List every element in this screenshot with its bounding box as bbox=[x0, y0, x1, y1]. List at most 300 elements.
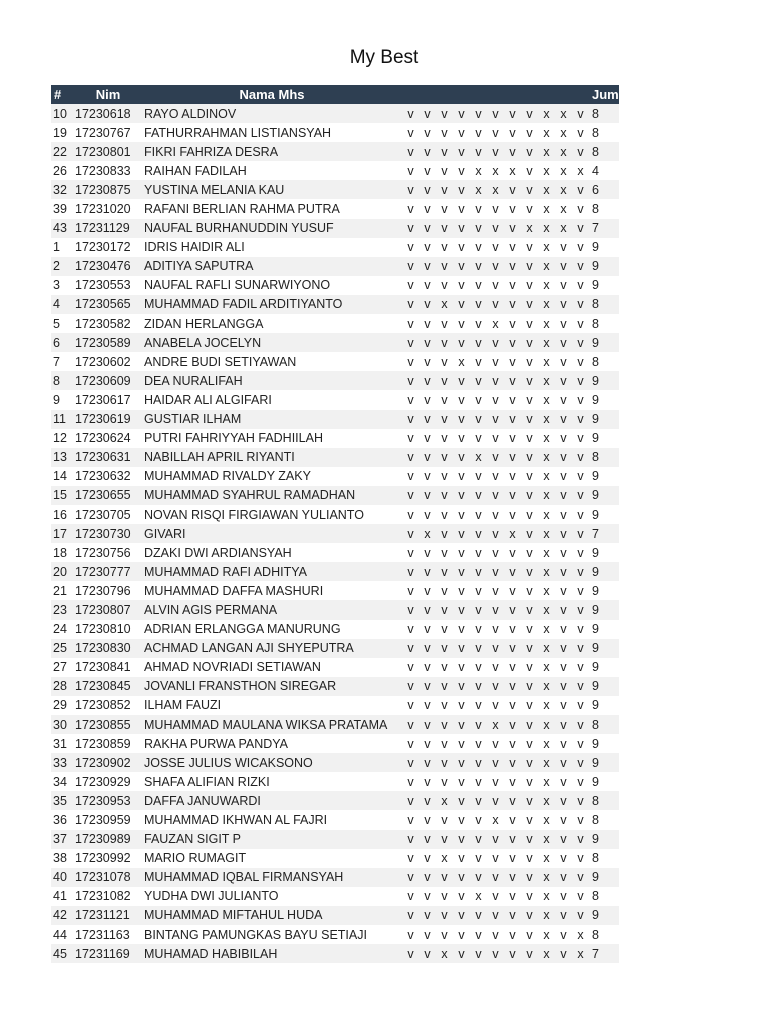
row-mark: v bbox=[526, 755, 533, 770]
row-mark: v bbox=[492, 793, 499, 808]
row-mark: v bbox=[475, 106, 482, 121]
row-nama: JOSSE JULIUS WICAKSONO bbox=[144, 755, 313, 770]
row-mark: v bbox=[526, 622, 533, 637]
row-mark: v bbox=[509, 507, 516, 522]
row-mark: v bbox=[424, 679, 431, 694]
row-nim: 17230959 bbox=[75, 813, 131, 828]
row-mark: v bbox=[424, 908, 431, 923]
row-number: 25 bbox=[53, 641, 67, 656]
row-mark: v bbox=[424, 870, 431, 885]
row-mark: v bbox=[509, 373, 516, 388]
row-nama: JOVANLI FRANSTHON SIREGAR bbox=[144, 679, 337, 694]
row-mark: v bbox=[509, 182, 516, 197]
row-mark: v bbox=[475, 412, 482, 427]
row-mark: v bbox=[441, 316, 448, 331]
row-mark: x bbox=[492, 163, 499, 178]
row-nama: MUHAMMAD IQBAL FIRMANSYAH bbox=[144, 870, 344, 885]
row-mark: x bbox=[543, 507, 550, 522]
row-mark: v bbox=[560, 373, 567, 388]
row-number: 21 bbox=[53, 583, 67, 598]
row-mark: v bbox=[424, 240, 431, 255]
row-mark: x bbox=[577, 163, 584, 178]
row-mark: v bbox=[492, 583, 499, 598]
table-row bbox=[51, 830, 619, 849]
row-mark: v bbox=[526, 412, 533, 427]
row-mark: v bbox=[424, 755, 431, 770]
row-mark: x bbox=[492, 182, 499, 197]
row-mark: v bbox=[424, 182, 431, 197]
row-mark: v bbox=[475, 946, 482, 961]
row-mark: x bbox=[492, 813, 499, 828]
row-number: 19 bbox=[53, 125, 67, 140]
row-mark: v bbox=[441, 736, 448, 751]
row-mark: v bbox=[407, 144, 414, 159]
row-mark: v bbox=[526, 144, 533, 159]
row-mark: v bbox=[407, 583, 414, 598]
row-nama: ADITIYA SAPUTRA bbox=[144, 259, 254, 274]
row-mark: v bbox=[492, 450, 499, 465]
row-mark: v bbox=[407, 526, 414, 541]
row-jumlah: 9 bbox=[592, 488, 599, 503]
row-mark: v bbox=[441, 908, 448, 923]
row-mark: v bbox=[492, 259, 499, 274]
row-mark: v bbox=[526, 602, 533, 617]
row-mark: x bbox=[543, 564, 550, 579]
row-jumlah: 8 bbox=[592, 202, 599, 217]
row-mark: v bbox=[577, 564, 584, 579]
row-nama: ACHMAD LANGAN AJI SHYEPUTRA bbox=[144, 641, 354, 656]
row-mark: v bbox=[407, 412, 414, 427]
row-mark: v bbox=[424, 851, 431, 866]
row-mark: v bbox=[526, 564, 533, 579]
row-mark: x bbox=[543, 774, 550, 789]
row-nim: 17230617 bbox=[75, 392, 131, 407]
row-mark: v bbox=[492, 774, 499, 789]
row-mark: v bbox=[441, 545, 448, 560]
row-mark: v bbox=[492, 221, 499, 236]
row-mark: v bbox=[407, 889, 414, 904]
row-mark: v bbox=[458, 602, 465, 617]
table-row bbox=[51, 868, 619, 887]
row-nim: 17230810 bbox=[75, 622, 131, 637]
table-row bbox=[51, 276, 619, 295]
table-row bbox=[51, 715, 619, 734]
row-mark: x bbox=[560, 182, 567, 197]
row-mark: v bbox=[458, 793, 465, 808]
row-mark: v bbox=[526, 889, 533, 904]
row-mark: v bbox=[424, 316, 431, 331]
row-mark: v bbox=[475, 908, 482, 923]
row-number: 9 bbox=[53, 392, 60, 407]
row-mark: v bbox=[458, 412, 465, 427]
row-mark: v bbox=[509, 774, 516, 789]
table-row bbox=[51, 620, 619, 639]
row-number: 18 bbox=[53, 545, 67, 560]
row-mark: v bbox=[577, 641, 584, 656]
row-mark: v bbox=[441, 660, 448, 675]
row-mark: v bbox=[526, 793, 533, 808]
table-row bbox=[51, 142, 619, 161]
row-mark: v bbox=[526, 182, 533, 197]
row-mark: v bbox=[560, 564, 567, 579]
row-nama: BINTANG PAMUNGKAS BAYU SETIAJI bbox=[144, 927, 367, 942]
row-mark: v bbox=[458, 278, 465, 293]
row-mark: v bbox=[492, 564, 499, 579]
row-nim: 17231078 bbox=[75, 870, 131, 885]
row-mark: v bbox=[560, 602, 567, 617]
table-row bbox=[51, 906, 619, 925]
row-mark: v bbox=[577, 144, 584, 159]
row-mark: v bbox=[492, 297, 499, 312]
row-mark: v bbox=[424, 469, 431, 484]
row-mark: v bbox=[577, 889, 584, 904]
row-mark: v bbox=[560, 679, 567, 694]
row-mark: v bbox=[407, 851, 414, 866]
row-mark: v bbox=[526, 316, 533, 331]
row-mark: v bbox=[509, 889, 516, 904]
row-mark: v bbox=[492, 125, 499, 140]
row-mark: v bbox=[424, 717, 431, 732]
row-nama: YUDHA DWI JULIANTO bbox=[144, 889, 279, 904]
row-mark: v bbox=[526, 106, 533, 121]
row-mark: v bbox=[526, 526, 533, 541]
row-mark: x bbox=[543, 946, 550, 961]
row-mark: v bbox=[441, 163, 448, 178]
row-mark: v bbox=[526, 507, 533, 522]
row-mark: v bbox=[560, 392, 567, 407]
row-nim: 17230989 bbox=[75, 832, 131, 847]
row-mark: v bbox=[577, 297, 584, 312]
row-nama: NOVAN RISQI FIRGIAWAN YULIANTO bbox=[144, 507, 364, 522]
row-mark: v bbox=[577, 774, 584, 789]
row-mark: v bbox=[424, 144, 431, 159]
row-number: 38 bbox=[53, 851, 67, 866]
row-nama: AHMAD NOVRIADI SETIAWAN bbox=[144, 660, 321, 675]
row-nim: 17231121 bbox=[75, 908, 130, 923]
table-row bbox=[51, 180, 619, 199]
row-jumlah: 9 bbox=[592, 392, 599, 407]
row-mark: v bbox=[407, 870, 414, 885]
row-mark: v bbox=[509, 583, 516, 598]
row-number: 27 bbox=[53, 660, 67, 675]
row-mark: v bbox=[407, 908, 414, 923]
row-mark: x bbox=[441, 793, 448, 808]
row-jumlah: 8 bbox=[592, 450, 599, 465]
row-nama: DZAKI DWI ARDIANSYAH bbox=[144, 545, 292, 560]
row-mark: v bbox=[526, 278, 533, 293]
row-mark: x bbox=[543, 813, 550, 828]
row-jumlah: 8 bbox=[592, 125, 599, 140]
row-mark: v bbox=[424, 793, 431, 808]
table-header-row bbox=[51, 85, 619, 104]
row-number: 5 bbox=[53, 316, 60, 331]
row-mark: x bbox=[543, 870, 550, 885]
row-jumlah: 9 bbox=[592, 870, 599, 885]
row-mark: v bbox=[441, 259, 448, 274]
row-mark: v bbox=[407, 927, 414, 942]
row-mark: v bbox=[492, 488, 499, 503]
row-nim: 17231129 bbox=[75, 221, 130, 236]
row-nama: ZIDAN HERLANGGA bbox=[144, 316, 264, 331]
row-nim: 17230476 bbox=[75, 259, 131, 274]
row-number: 12 bbox=[53, 431, 67, 446]
row-mark: v bbox=[475, 526, 482, 541]
header-mark-2 bbox=[419, 85, 436, 104]
row-mark: v bbox=[458, 545, 465, 560]
row-mark: x bbox=[543, 125, 550, 140]
row-mark: v bbox=[526, 392, 533, 407]
row-nama: NAUFAL RAFLI SUNARWIYONO bbox=[144, 278, 331, 293]
row-mark: v bbox=[458, 335, 465, 350]
row-nim: 17230172 bbox=[75, 240, 131, 255]
table-row bbox=[51, 887, 619, 906]
row-nama: ANDRE BUDI SETIYAWAN bbox=[144, 354, 297, 369]
row-nim: 17231082 bbox=[75, 889, 131, 904]
row-mark: v bbox=[441, 488, 448, 503]
row-mark: v bbox=[560, 698, 567, 713]
row-mark: v bbox=[407, 202, 414, 217]
row-mark: v bbox=[407, 717, 414, 732]
row-mark: x bbox=[492, 717, 499, 732]
row-nama: RAIHAN FADILAH bbox=[144, 163, 247, 178]
row-jumlah: 9 bbox=[592, 602, 599, 617]
row-mark: v bbox=[441, 622, 448, 637]
row-nim: 17230553 bbox=[75, 278, 131, 293]
row-mark: v bbox=[492, 106, 499, 121]
row-mark: v bbox=[492, 660, 499, 675]
row-mark: v bbox=[509, 908, 516, 923]
row-mark: x bbox=[543, 927, 550, 942]
row-nama: MUHAMMAD IKHWAN AL FAJRI bbox=[144, 813, 328, 828]
row-mark: v bbox=[407, 602, 414, 617]
row-number: 34 bbox=[53, 774, 67, 789]
row-mark: v bbox=[492, 946, 499, 961]
row-number: 20 bbox=[53, 564, 67, 579]
row-nim: 17230618 bbox=[75, 106, 131, 121]
row-mark: v bbox=[577, 373, 584, 388]
row-mark: v bbox=[424, 412, 431, 427]
table-row bbox=[51, 448, 619, 467]
row-mark: v bbox=[526, 832, 533, 847]
row-nim: 17230705 bbox=[75, 507, 131, 522]
row-mark: v bbox=[407, 564, 414, 579]
table-row bbox=[51, 849, 619, 868]
row-nim: 17230730 bbox=[75, 526, 131, 541]
row-mark: x bbox=[560, 144, 567, 159]
row-mark: v bbox=[424, 698, 431, 713]
row-mark: v bbox=[424, 297, 431, 312]
row-mark: v bbox=[577, 870, 584, 885]
row-mark: v bbox=[424, 602, 431, 617]
row-mark: v bbox=[492, 870, 499, 885]
row-mark: v bbox=[458, 813, 465, 828]
row-mark: v bbox=[560, 774, 567, 789]
row-nim: 17230602 bbox=[75, 354, 131, 369]
row-mark: v bbox=[475, 813, 482, 828]
row-nama: MUHAMMAD SYAHRUL RAMADHAN bbox=[144, 488, 356, 503]
row-jumlah: 8 bbox=[592, 927, 599, 942]
row-nama: MUHAMAD HABIBILAH bbox=[144, 946, 278, 961]
row-mark: v bbox=[560, 946, 567, 961]
row-mark: v bbox=[407, 240, 414, 255]
row-mark: v bbox=[407, 450, 414, 465]
row-mark: v bbox=[424, 221, 431, 236]
row-mark: v bbox=[526, 297, 533, 312]
row-mark: x bbox=[543, 889, 550, 904]
row-mark: v bbox=[458, 736, 465, 751]
row-mark: v bbox=[441, 412, 448, 427]
row-mark: v bbox=[441, 221, 448, 236]
row-mark: v bbox=[577, 813, 584, 828]
row-mark: v bbox=[458, 870, 465, 885]
row-mark: v bbox=[560, 526, 567, 541]
row-mark: v bbox=[509, 488, 516, 503]
row-number: 35 bbox=[53, 793, 67, 808]
row-mark: v bbox=[577, 488, 584, 503]
row-number: 1 bbox=[53, 240, 60, 255]
row-mark: v bbox=[526, 202, 533, 217]
row-mark: v bbox=[509, 698, 516, 713]
table-row bbox=[51, 199, 619, 218]
row-mark: v bbox=[458, 297, 465, 312]
row-mark: v bbox=[475, 507, 482, 522]
row-mark: v bbox=[475, 373, 482, 388]
row-mark: v bbox=[475, 354, 482, 369]
row-jumlah: 9 bbox=[592, 774, 599, 789]
row-mark: v bbox=[458, 660, 465, 675]
row-mark: v bbox=[492, 545, 499, 560]
row-mark: x bbox=[526, 221, 533, 236]
row-mark: v bbox=[407, 641, 414, 656]
row-mark: x bbox=[543, 602, 550, 617]
table-row bbox=[51, 505, 619, 524]
row-mark: v bbox=[441, 564, 448, 579]
row-mark: v bbox=[441, 106, 448, 121]
table-row bbox=[51, 295, 619, 314]
row-number: 26 bbox=[53, 163, 67, 178]
row-mark: v bbox=[424, 889, 431, 904]
row-number: 24 bbox=[53, 622, 67, 637]
row-mark: v bbox=[458, 392, 465, 407]
table-row bbox=[51, 390, 619, 409]
row-mark: v bbox=[424, 392, 431, 407]
table-row bbox=[51, 639, 619, 658]
row-mark: v bbox=[458, 946, 465, 961]
row-nama: GIVARI bbox=[144, 526, 186, 541]
row-mark: v bbox=[577, 602, 584, 617]
table-row bbox=[51, 543, 619, 562]
row-number: 36 bbox=[53, 813, 67, 828]
table-row bbox=[51, 104, 619, 123]
row-nama: MARIO RUMAGIT bbox=[144, 851, 247, 866]
row-mark: v bbox=[424, 335, 431, 350]
row-mark: v bbox=[577, 679, 584, 694]
row-mark: v bbox=[407, 774, 414, 789]
row-mark: v bbox=[509, 622, 516, 637]
row-nim: 17231020 bbox=[75, 202, 131, 217]
table-row bbox=[51, 333, 619, 352]
row-mark: v bbox=[509, 793, 516, 808]
table-row bbox=[51, 352, 619, 371]
row-mark: x bbox=[543, 832, 550, 847]
row-mark: v bbox=[458, 507, 465, 522]
row-mark: v bbox=[577, 240, 584, 255]
row-mark: v bbox=[492, 755, 499, 770]
row-mark: x bbox=[543, 182, 550, 197]
row-mark: v bbox=[509, 450, 516, 465]
row-number: 22 bbox=[53, 144, 67, 159]
row-mark: v bbox=[407, 622, 414, 637]
row-mark: v bbox=[458, 851, 465, 866]
row-nama: RAYO ALDINOV bbox=[144, 106, 237, 121]
row-nim: 17230859 bbox=[75, 736, 131, 751]
row-nama: RAKHA PURWA PANDYA bbox=[144, 736, 289, 751]
row-nama: FIKRI FAHRIZA DESRA bbox=[144, 144, 279, 159]
row-mark: x bbox=[509, 526, 516, 541]
row-nim: 17230565 bbox=[75, 297, 131, 312]
row-mark: v bbox=[526, 717, 533, 732]
row-mark: v bbox=[492, 927, 499, 942]
row-mark: v bbox=[475, 832, 482, 847]
row-nim: 17230953 bbox=[75, 793, 131, 808]
header-mark-11 bbox=[572, 85, 589, 104]
row-mark: x bbox=[543, 698, 550, 713]
row-nama: NAUFAL BURHANUDDIN YUSUF bbox=[144, 221, 334, 236]
row-mark: v bbox=[407, 278, 414, 293]
row-number: 37 bbox=[53, 832, 67, 847]
row-mark: v bbox=[509, 431, 516, 446]
row-mark: v bbox=[492, 354, 499, 369]
row-mark: v bbox=[577, 583, 584, 598]
row-jumlah: 8 bbox=[592, 144, 599, 159]
row-mark: x bbox=[475, 889, 482, 904]
row-jumlah: 7 bbox=[592, 526, 599, 541]
row-nama: ANABELA JOCELYN bbox=[144, 335, 262, 350]
table-row bbox=[51, 219, 619, 238]
row-mark: v bbox=[492, 392, 499, 407]
row-mark: x bbox=[543, 431, 550, 446]
table-row bbox=[51, 524, 619, 543]
row-mark: x bbox=[543, 755, 550, 770]
row-mark: v bbox=[577, 316, 584, 331]
row-mark: x bbox=[543, 106, 550, 121]
row-mark: v bbox=[560, 545, 567, 560]
row-number: 40 bbox=[53, 870, 67, 885]
row-number: 8 bbox=[53, 373, 60, 388]
row-mark: v bbox=[560, 297, 567, 312]
row-jumlah: 8 bbox=[592, 717, 599, 732]
row-mark: v bbox=[509, 259, 516, 274]
row-mark: v bbox=[492, 679, 499, 694]
row-mark: v bbox=[441, 240, 448, 255]
row-mark: v bbox=[441, 469, 448, 484]
row-mark: x bbox=[543, 488, 550, 503]
table-row bbox=[51, 677, 619, 696]
table-row bbox=[51, 257, 619, 276]
row-mark: v bbox=[492, 889, 499, 904]
row-mark: v bbox=[492, 526, 499, 541]
row-mark: v bbox=[407, 182, 414, 197]
row-nim: 17230830 bbox=[75, 641, 131, 656]
row-jumlah: 9 bbox=[592, 278, 599, 293]
header-nim: Nim bbox=[95, 87, 121, 102]
row-mark: x bbox=[475, 163, 482, 178]
row-mark: v bbox=[424, 202, 431, 217]
row-mark: v bbox=[526, 583, 533, 598]
row-jumlah: 7 bbox=[592, 221, 599, 236]
row-mark: v bbox=[475, 392, 482, 407]
row-mark: v bbox=[424, 736, 431, 751]
